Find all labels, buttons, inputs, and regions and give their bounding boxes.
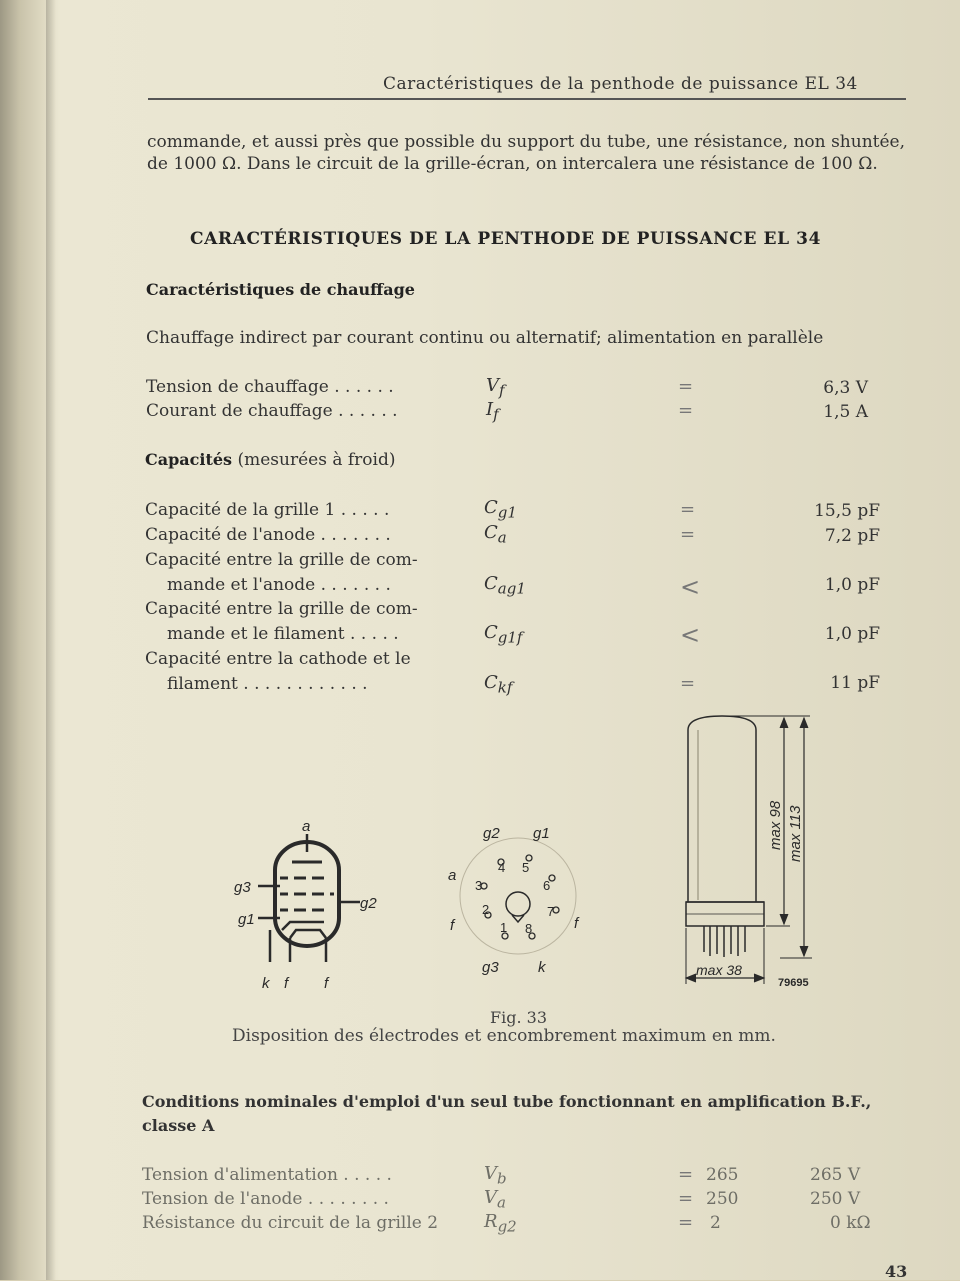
pin-number: 7: [547, 904, 555, 919]
row-value: 7,2 pF: [824, 526, 880, 546]
figure-number: Fig. 33: [490, 1008, 547, 1027]
pin-number: 3: [475, 878, 483, 893]
base-label-g3: g3: [482, 959, 499, 976]
row-label: Capacité entre la grille de com-: [145, 599, 418, 619]
section-title: CARACTÉRISTIQUES DE LA PENTHODE DE PUISSANCE EL 34: [190, 229, 822, 249]
row-value: 15,5 pF: [814, 501, 880, 521]
row-symbol: $V_b$: [484, 1163, 507, 1188]
row-value-2: 250 V: [810, 1189, 861, 1209]
pin-number: 2: [482, 902, 490, 917]
row-label: Résistance du circuit de la grille 2: [142, 1213, 439, 1233]
row-symbol: $C_{g1f}$: [484, 622, 523, 647]
row-symbol: $C_{ag1}$: [484, 573, 526, 598]
row-operator: =: [680, 524, 696, 545]
header-rule: [148, 98, 906, 100]
pin-number: 5: [522, 860, 530, 875]
row-symbol: $C_{kf}$: [484, 672, 513, 697]
pin-number: 4: [498, 860, 506, 875]
running-header: Caractéristiques de la penthode de puissance EL 34: [383, 74, 858, 94]
page-number: 43: [885, 1262, 908, 1281]
drawing-reference: 79695: [778, 977, 809, 989]
conditions-heading-line2: classe A: [142, 1116, 215, 1135]
figure-33: [220, 700, 840, 1000]
capacities-heading: Capacités (mesurées à froid): [145, 450, 396, 470]
conditions-heading: [142, 1090, 871, 1138]
row-operator: =: [680, 499, 696, 520]
row-symbol: $R_{g2}$: [484, 1211, 517, 1236]
base-label-g1: g1: [533, 825, 550, 842]
row-value-2: 0 kΩ: [830, 1213, 871, 1233]
dimension-max113: max 113: [787, 805, 804, 862]
row-label: Capacité de l'anode . . . . . . .: [145, 525, 391, 545]
intro-paragraph: commande, et aussi près que possible du support du tube, une résistance, non shuntée, de 1000 Ω. Dans le circuit de la grille-écran, on intercalera une résistance de 100 Ω.: [147, 132, 905, 174]
row-symbol: $V_f$: [486, 375, 505, 400]
row-label: Tension de chauffage . . . . . .: [146, 377, 394, 397]
label-g3: g3: [234, 879, 251, 896]
conditions-heading-line1: Conditions nominales d'emploi d'un seul tube fonctionnant en amplification B.F.,: [142, 1092, 872, 1111]
row-symbol: $V_a$: [484, 1187, 506, 1212]
pin-number: 6: [543, 878, 551, 893]
pin-number: 8: [525, 921, 533, 936]
heating-heading: Caractéristiques de chauffage: [146, 280, 415, 299]
row-symbol: $C_{g1}$: [484, 497, 517, 522]
row-operator: =: [680, 673, 696, 694]
label-f2: f: [324, 975, 329, 992]
label-g1: g1: [238, 911, 255, 928]
row-value-2: 265 V: [810, 1165, 861, 1185]
label-f1: f: [284, 975, 289, 992]
row-label-continued: filament . . . . . . . . . . . .: [167, 674, 368, 694]
row-value: 1,0 pF: [824, 575, 880, 595]
tube-symbol-diagram: [258, 834, 360, 962]
base-pinout-diagram: [460, 838, 576, 954]
row-operator: =: [678, 1212, 694, 1233]
row-operator: =: [678, 400, 694, 421]
heating-description: Chauffage indirect par courant continu ou alternatif; alimentation en parallèle: [146, 328, 824, 348]
row-value: 1,5 A: [823, 402, 868, 422]
row-operator: <: [680, 573, 701, 601]
row-value: 1,0 pF: [824, 624, 880, 644]
row-label: Capacité de la grille 1 . . . . .: [145, 500, 390, 520]
row-value-1: 250: [706, 1189, 739, 1209]
row-operator: =: [678, 1188, 694, 1209]
row-label: Courant de chauffage . . . . . .: [146, 401, 398, 421]
row-value-1: 2: [710, 1213, 721, 1233]
row-label: Capacité entre la grille de com-: [145, 550, 418, 570]
row-label: Capacité entre la cathode et le: [145, 649, 411, 669]
row-operator: =: [678, 376, 694, 397]
label-g2: g2: [360, 895, 377, 912]
dimension-max38: max 38: [696, 962, 742, 978]
base-label-g2: g2: [483, 825, 500, 842]
base-label-f-right: f: [574, 915, 579, 932]
row-operator: <: [680, 621, 701, 649]
row-value: 6,3 V: [823, 378, 868, 398]
label-a: a: [302, 818, 311, 835]
row-label: Tension d'alimentation . . . . .: [142, 1165, 392, 1185]
figure-caption: Disposition des électrodes et encombrement maximum en mm.: [232, 1026, 776, 1046]
row-symbol: $I_f$: [486, 399, 499, 424]
book-gutter: [46, 0, 56, 1280]
base-label-a: a: [448, 867, 457, 884]
row-label-continued: mande et le filament . . . . .: [167, 624, 399, 644]
row-label: Tension de l'anode . . . . . . . .: [142, 1189, 389, 1209]
row-label-continued: mande et l'anode . . . . . . .: [167, 575, 391, 595]
dimension-max98: max 98: [767, 800, 784, 850]
row-value: 11 pF: [830, 673, 880, 693]
row-symbol: $C_a$: [484, 522, 507, 547]
base-label-f-left: f: [450, 917, 455, 934]
row-operator: =: [678, 1164, 694, 1185]
base-label-k: k: [538, 959, 546, 976]
label-k: k: [262, 975, 270, 992]
pin-number: 1: [500, 920, 508, 935]
row-value-1: 265: [706, 1165, 739, 1185]
